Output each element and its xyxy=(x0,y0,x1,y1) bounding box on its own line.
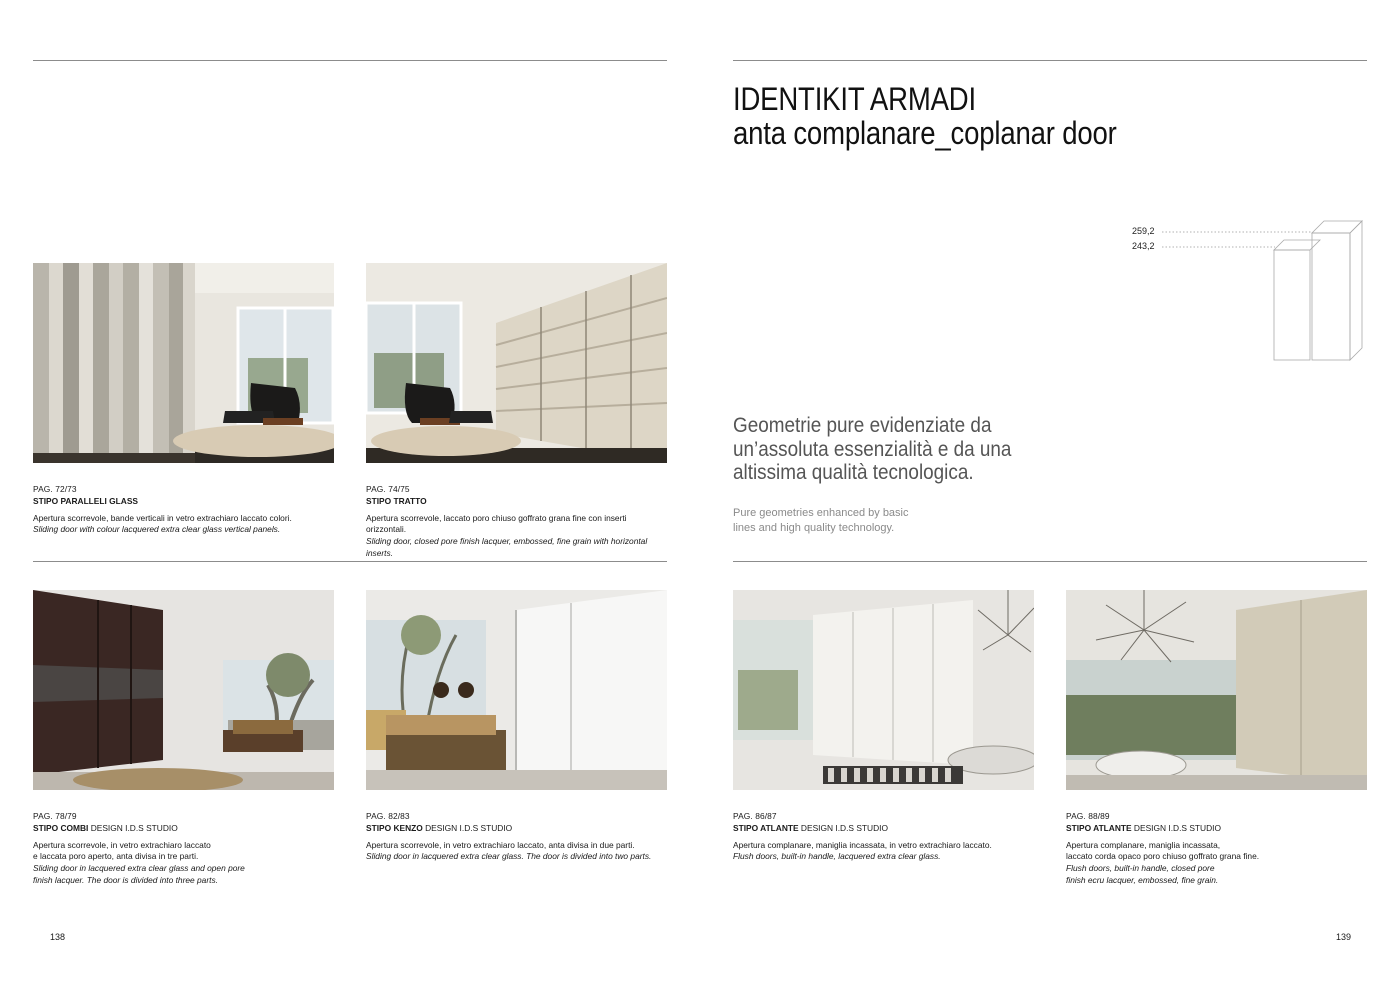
description-it-line-2: laccato corda opaco poro chiuso goffrato grana fine. xyxy=(1066,851,1260,862)
wardrobe-dimensions-diagram xyxy=(1120,214,1370,364)
description-it-line-1: Apertura scorrevole, in vetro extrachiaro laccato xyxy=(33,839,211,850)
photo-stipo-kenzo xyxy=(366,590,667,790)
description-en-line-2: finish lacquer. The door is divided into three parts. xyxy=(33,874,218,885)
caption-stipo-kenzo xyxy=(366,811,666,863)
description-it: Apertura scorrevole, bande verticali in vetro extrachiaro laccato colori. xyxy=(33,512,292,523)
page-number-left: 138 xyxy=(50,932,66,942)
description-it: Apertura scorrevole, in vetro extrachiaro laccato, anta divisa in due parti. xyxy=(366,839,635,850)
caption-stipo-tratto xyxy=(366,484,666,560)
top-rule-left xyxy=(33,60,667,61)
description-en: Sliding door with colour lacquered extra clear glass vertical panels. xyxy=(33,524,281,535)
product-title xyxy=(1066,823,1366,835)
photo-stipo-atlante-1 xyxy=(733,590,1034,790)
description-en: Sliding door in lacquered extra clear glass. The door is divided into two parts. xyxy=(366,851,652,862)
product-title xyxy=(366,823,666,835)
page-reference: PAG. 72/73 xyxy=(33,484,77,494)
middle-rule-left xyxy=(33,561,667,562)
description-en-line-1: Flush doors, built-in handle, closed pore xyxy=(1066,863,1215,874)
product-name: STIPO COMBI xyxy=(33,822,89,833)
page-reference: PAG. 88/89 xyxy=(1066,811,1110,821)
product-designer: DESIGN I.D.S STUDIO xyxy=(1131,822,1221,833)
product-name: STIPO KENZO xyxy=(366,822,423,833)
photo-stipo-paralleli-glass xyxy=(33,263,334,463)
product-designer: DESIGN I.D.S STUDIO xyxy=(798,822,888,833)
page-reference: PAG. 82/83 xyxy=(366,811,410,821)
description-en-line-1: Sliding door in lacquered extra clear glass and open pore xyxy=(33,863,245,874)
description-it: Apertura scorrevole, laccato poro chiuso goffrato grana fine con inserti orizzontali. xyxy=(366,512,627,535)
product-title xyxy=(33,823,333,835)
product-title xyxy=(366,496,666,508)
page-reference: PAG. 78/79 xyxy=(33,811,77,821)
intro-it-line-1: Geometrie pure evidenziate da xyxy=(733,414,992,437)
caption-stipo-paralleli-glass xyxy=(33,484,333,536)
product-designer: DESIGN I.D.S STUDIO xyxy=(88,822,178,833)
photo-stipo-atlante-2 xyxy=(1066,590,1367,790)
description-it: Apertura complanare, maniglia incassata, in vetro extrachiaro laccato. xyxy=(733,839,992,850)
description-it-line-1: Apertura complanare, maniglia incassata, xyxy=(1066,839,1221,850)
intro-it-line-2: un’assoluta essenzialità e da una xyxy=(733,437,1012,461)
caption-stipo-atlante-2 xyxy=(1066,811,1366,887)
product-title xyxy=(33,496,333,508)
intro-en-line-2: lines and high quality technology. xyxy=(733,521,895,534)
product-designer: DESIGN I.D.S STUDIO xyxy=(422,822,513,833)
middle-rule-right xyxy=(733,561,1367,562)
description-en-line-2: finish ecru lacquer, embossed, fine grain. xyxy=(1066,874,1219,885)
caption-stipo-atlante-1 xyxy=(733,811,1033,863)
title-line-1: IDENTIKIT ARMADI xyxy=(733,81,976,117)
product-name: STIPO PARALLELI GLASS xyxy=(33,495,139,506)
page-reference: PAG. 86/87 xyxy=(733,811,777,821)
page-reference: PAG. 74/75 xyxy=(366,484,410,494)
intro-english xyxy=(733,506,933,535)
product-title xyxy=(733,823,1033,835)
dim-label-short: 243,2 xyxy=(1132,241,1155,251)
description-en: Flush doors, built-in handle, lacquered extra clear glass. xyxy=(733,851,941,862)
description-en: Sliding door, closed pore finish lacquer, embossed, fine grain with horizontal inserts. xyxy=(366,536,648,558)
description-it-line-2: e laccata poro aperto, anta divisa in tre parti. xyxy=(33,851,199,862)
intro-en-line-1: Pure geometries enhanced by basic xyxy=(733,507,909,519)
caption-stipo-combi xyxy=(33,811,333,887)
intro-it-line-3: altissima qualità tecnologica. xyxy=(733,461,974,484)
page-title xyxy=(733,82,1117,150)
dim-label-tall: 259,2 xyxy=(1132,226,1155,236)
page-number-right: 139 xyxy=(1336,932,1352,942)
top-rule-right xyxy=(733,60,1367,61)
intro-italian xyxy=(733,414,1057,485)
product-name: STIPO TRATTO xyxy=(366,495,427,506)
photo-stipo-tratto xyxy=(366,263,667,463)
product-name: STIPO ATLANTE xyxy=(733,822,799,833)
product-name: STIPO ATLANTE xyxy=(1066,822,1132,833)
title-line-2: anta complanare_coplanar door xyxy=(733,115,1117,151)
photo-stipo-combi xyxy=(33,590,334,790)
